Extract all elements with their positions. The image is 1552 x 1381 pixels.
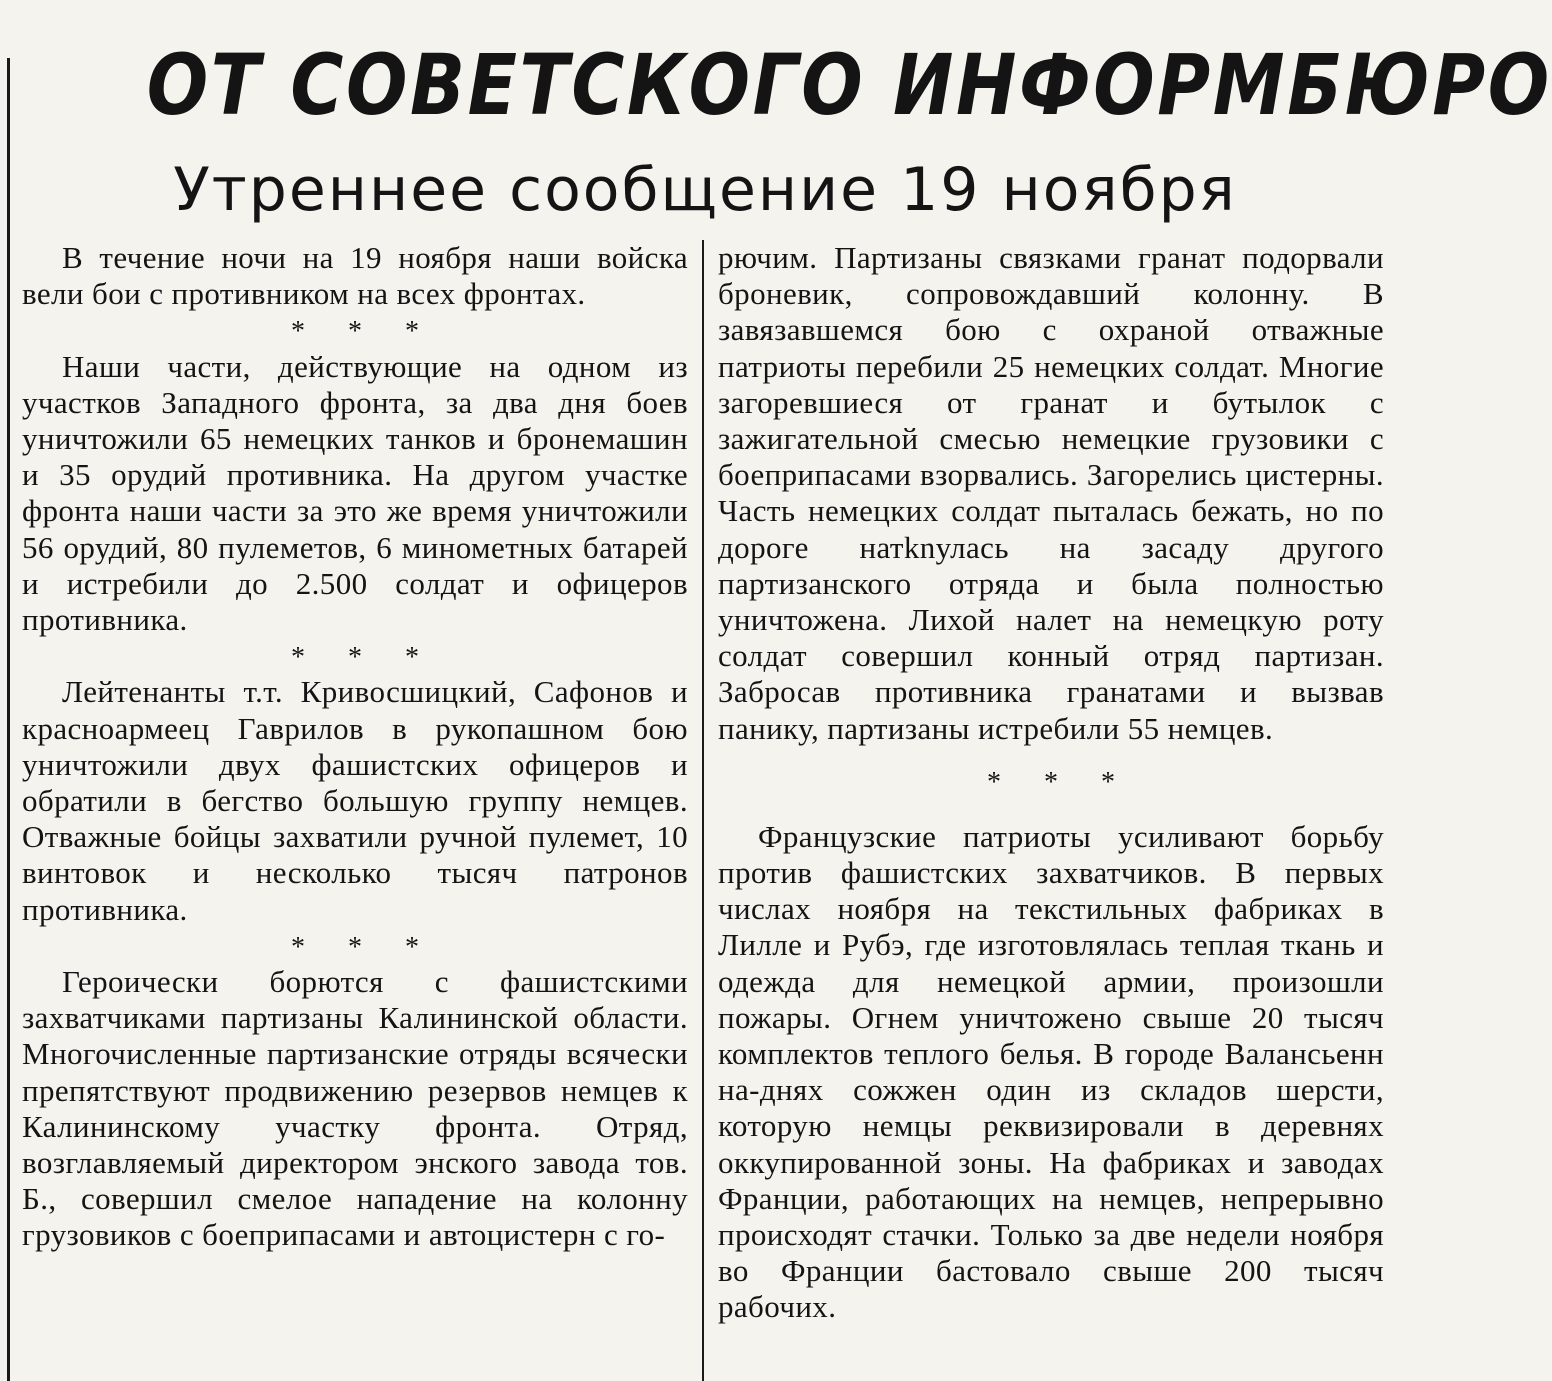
- left-column: [22, 240, 688, 1254]
- left-border-rule: [7, 58, 10, 1381]
- column-divider: [702, 240, 704, 1381]
- paragraph-partisans-continued: рючим. Партизаны связками гранат подорвали броневик, сопровождавший колонну. В завязавшемся бою с охраной отважные патриоты перебили 25 немецких солдат. Многие загоревшиеся от гранат и бутылок с зажигательной смесью немецкие грузовики с боеприпасами взорвались. Загорелись цистерны. Часть немецких солдат пыталась бежать, но по дороге натknулась на засаду другого партизанского отряда и была полностью уничтожена. Лихой налет на немецкую роту солдат совершил конный отряд партизан. Забросав противника гранатами и вызвав панику, партизаны истребили 55 немцев.: [718, 240, 1384, 746]
- paragraph-french-patriots: Французские патриоты усиливают борьбу против фашистских захватчиков. В первых числах ноября на текстильных фабриках в Лилле и Рубэ, где изготовлялась теплая ткань и одежда для немецкой армии, произошли пожары. Огнем уничтожено свыше 20 тысяч комплектов теплого белья. В городе Валансьенн на-днях сожжен один из складов шерсти, которую немцы реквизировали в деревнях оккупированной зоны. На фабриках и заводах Франции, работающих на немцев, непрерывно происходят стачки. Только за две недели ноября во Франции бастовало свыше 200 тысяч рабочих.: [718, 818, 1384, 1325]
- subheadline: Утреннее сообщение 19 ноября: [173, 155, 1237, 225]
- paragraph-kalinin-partisans: Героически борются с фашистскими захватчиками партизаны Калининской области. Многочисленные партизанские отряды всячески препятствуют продвижению резервов немцев к Калининскому участку фронта. Отряд, возглавляемый директором энского завода тов. Б., совершил смелое нападение на колонну грузовиков с боеприпасами и автоцистерн с го-: [22, 964, 688, 1253]
- paragraph-western-front: Наши части, действующие на одном из участков Западного фронта, за два дня боев уничтожили 65 немецких танков и бронемашин и 35 орудий противника. На другом участке фронта наши части за это же время уничтожили 56 орудий, 80 пулеметов, 6 минометных батарей и истребили до 2.500 солдат и офицеров противника.: [22, 348, 688, 638]
- right-column: [718, 240, 1384, 1326]
- paragraph-lieutenants: Лейтенанты т.т. Кривосшицкий, Сафонов и красноармеец Гаврилов в рукопашном бою уничтожили двух фашистских офицеров и обратили в бегство большую группу немцев. Отважные бойцы захватили ручной пулемет, 10 винтовок и несколько тысяч патронов противника.: [22, 674, 688, 927]
- section-separator: * * *: [291, 931, 437, 963]
- paragraph-all-fronts: В течение ночи на 19 ноября наши войска вели бои с противником на всех фронтах.: [22, 240, 688, 312]
- headline: ОТ СОВЕТСКОГО ИНФОРМБЮРО: [146, 36, 1552, 134]
- section-separator: * * *: [291, 642, 437, 674]
- section-separator: * * *: [987, 766, 1133, 798]
- section-separator: * * *: [291, 316, 437, 348]
